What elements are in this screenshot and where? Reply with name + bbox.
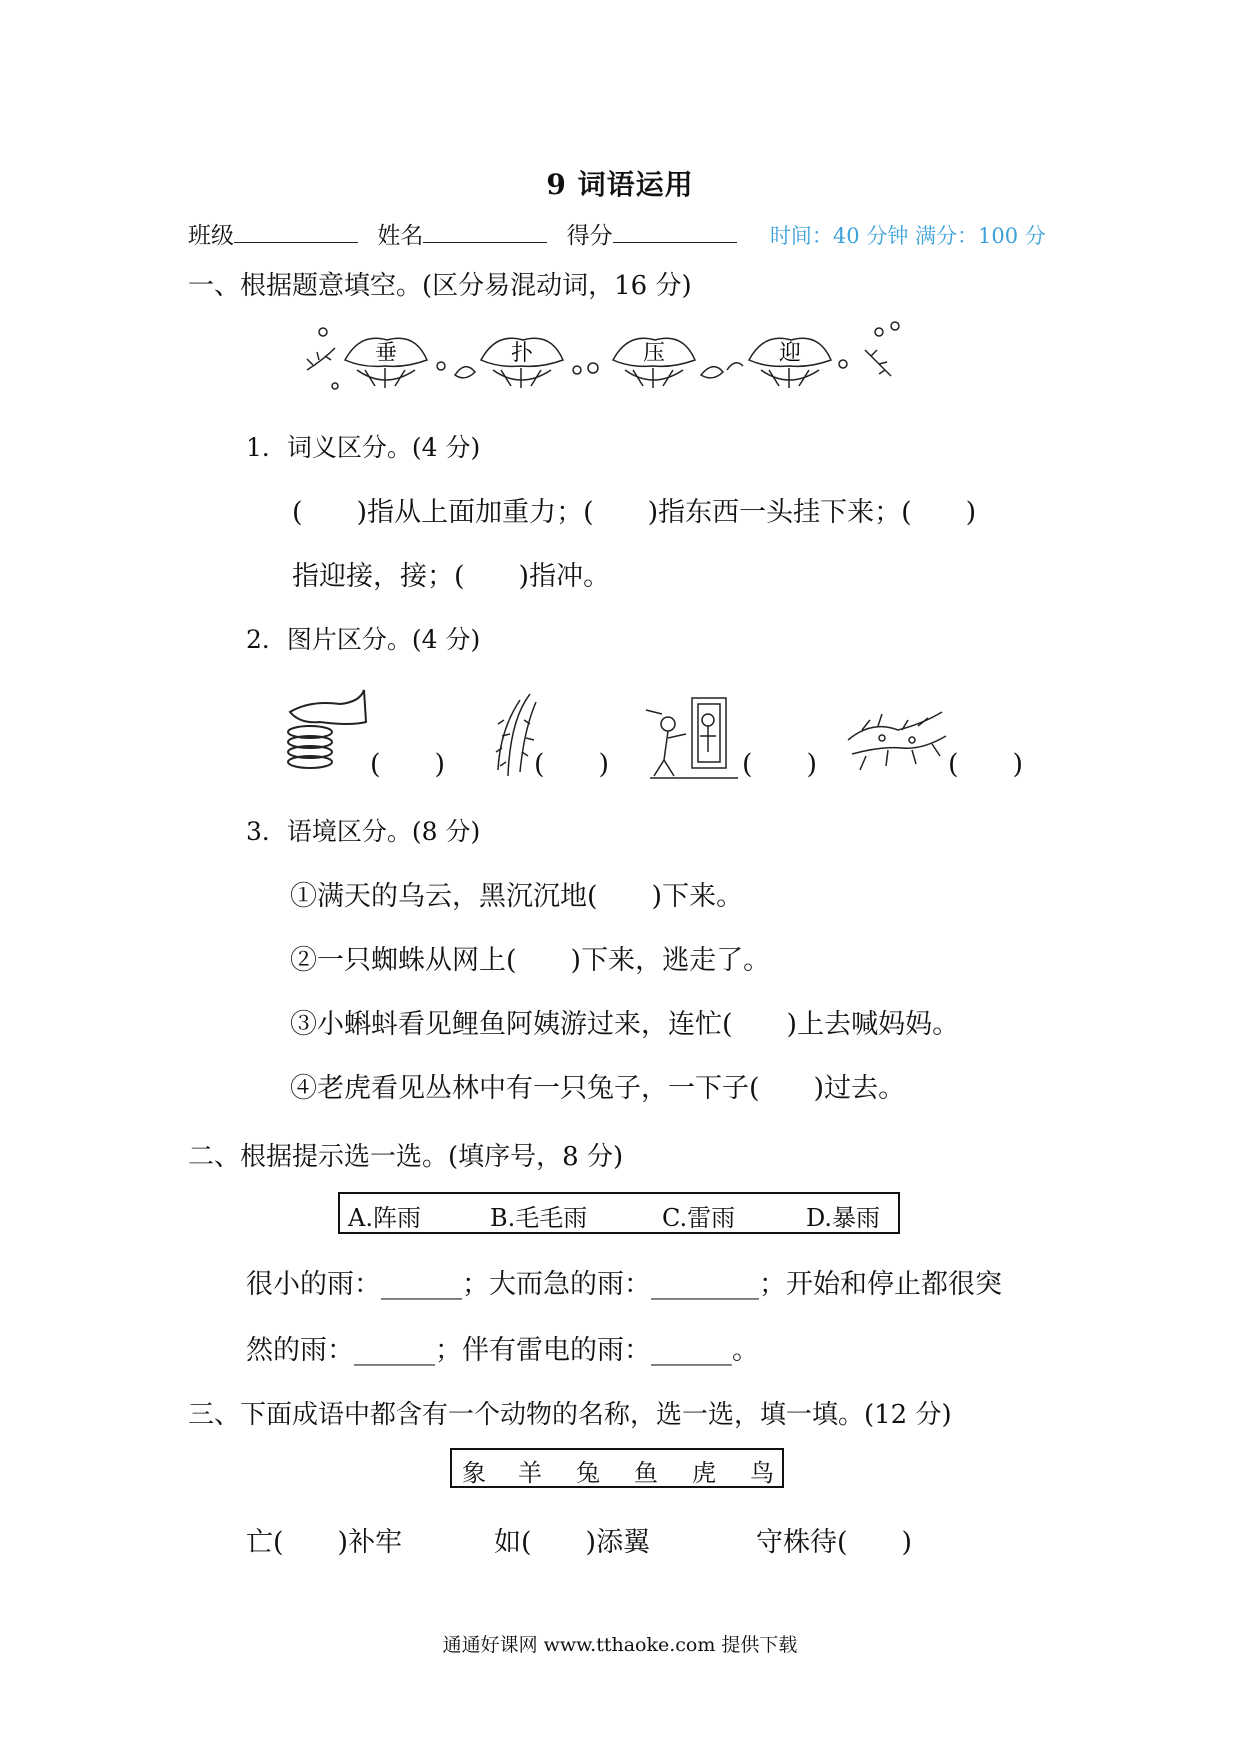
q2-paren-1[interactable]: ( ) [370, 749, 446, 780]
student-info-row [188, 217, 1046, 250]
deco-word-2: 压 [642, 341, 666, 366]
option-c: C.雷雨 [662, 1204, 736, 1232]
section1-heading: 一、根据题意填空。(区分易混动词，16 分) [188, 271, 692, 301]
animal-4: 虎 [692, 1459, 716, 1487]
q2-paren-4[interactable]: ( ) [948, 749, 1024, 780]
animal-1: 羊 [518, 1459, 542, 1487]
deco-word-1: 扑 [510, 341, 534, 366]
animal-3: 鱼 [634, 1459, 658, 1487]
q3-item-2: ②一只蜘蛛从网上( )下来，逃走了。 [290, 945, 771, 976]
animal-2: 兔 [576, 1459, 600, 1487]
section2-line1: 很小的雨：______；大而急的雨：________；开始和停止都很突 [246, 1269, 1002, 1300]
worksheet-title: 9 词语运用 [546, 168, 694, 201]
q3-item-4: ④老虎看见丛林中有一只兔子，一下子( )过去。 [290, 1073, 906, 1104]
name-label: 姓名 [377, 223, 424, 249]
animal-options-box [450, 1448, 784, 1488]
score-label: 得分 [566, 223, 613, 249]
q3-item-3: ③小蝌蚪看见鲤鱼阿姨游过来，连忙( )上去喊妈妈。 [290, 1009, 960, 1040]
sprig-icon [865, 322, 899, 376]
animal-0: 象 [462, 1459, 486, 1487]
time-score-info: 时间：40 分钟 满分：100 分 [769, 224, 1046, 248]
pouncing-animal-icon [842, 700, 952, 780]
animal-5: 鸟 [750, 1459, 774, 1487]
idiom-2: 如( )添翼 [494, 1527, 651, 1558]
q2-paren-3[interactable]: ( ) [742, 749, 818, 780]
section3-heading: 三、下面成语中都含有一个动物的名称，选一选，填一填。(12 分) [188, 1400, 952, 1430]
option-b: B.毛毛雨 [490, 1204, 588, 1232]
deco-word-3: 迎 [778, 341, 802, 366]
q2-paren-2[interactable]: ( ) [534, 749, 610, 780]
footer-source: 通通好课网 www.tthaoke.com 提供下载 [442, 1634, 798, 1656]
q1-line2: 指迎接，接；( )指冲。 [292, 561, 611, 592]
q3-heading: 3．语境区分。(8 分) [246, 817, 481, 846]
spring-press-icon [280, 682, 380, 772]
name-blank[interactable] [423, 220, 547, 243]
option-d: D.暴雨 [806, 1204, 881, 1232]
option-a: A.阵雨 [348, 1204, 421, 1232]
q1-heading: 1．词义区分。(4 分) [246, 433, 481, 462]
rain-options-box [338, 1192, 900, 1234]
q1-line1: ( )指从上面加重力；( )指东西一头挂下来；( ) [292, 497, 977, 528]
q3-item-1: ①满天的乌云，黑沉沉地( )下来。 [290, 881, 744, 912]
score-blank[interactable] [613, 220, 737, 243]
decorative-word-border [305, 320, 945, 396]
class-label: 班级 [188, 223, 234, 249]
deco-word-0: 垂 [374, 341, 398, 366]
class-blank[interactable] [234, 220, 358, 243]
idiom-1: 亡( )补牢 [246, 1527, 403, 1558]
idiom-3: 守株待( ) [756, 1527, 913, 1558]
section2-heading: 二、根据提示选一选。(填序号，8 分) [188, 1142, 624, 1172]
welcome-people-icon [642, 690, 742, 780]
section2-line2: 然的雨：______；伴有雷电的雨：______。 [246, 1335, 759, 1366]
q2-heading: 2．图片区分。(4 分) [246, 625, 481, 654]
sprig-icon [307, 328, 338, 389]
